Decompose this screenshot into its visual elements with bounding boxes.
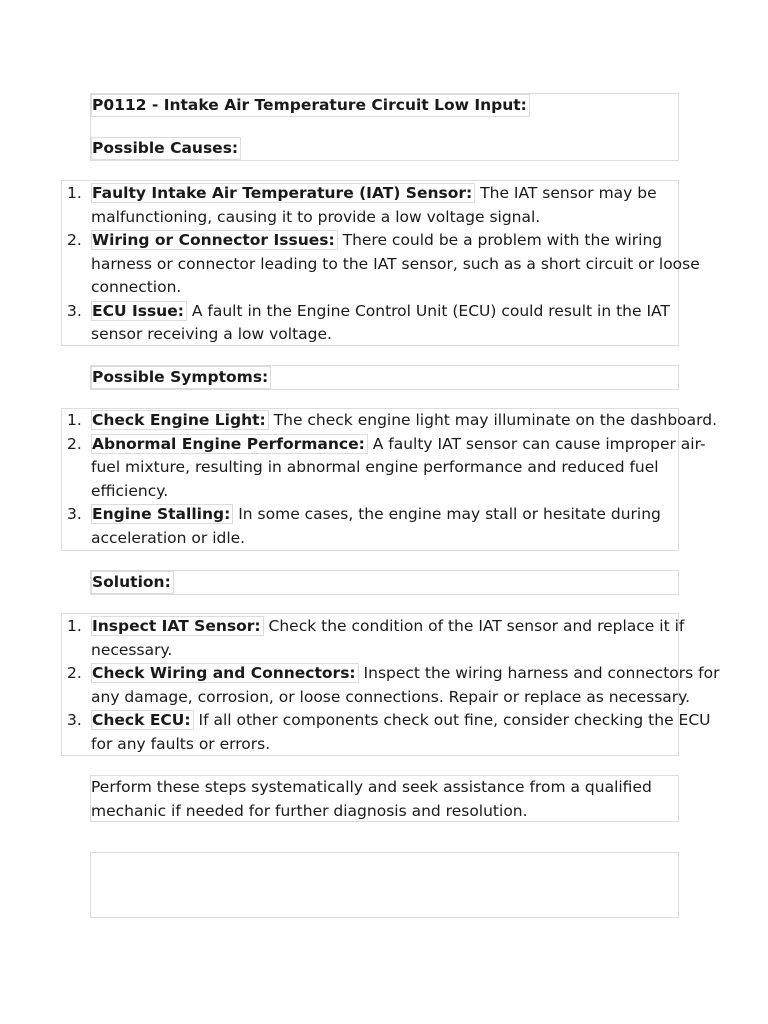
list-number: 3. xyxy=(67,711,82,729)
list-item xyxy=(62,615,685,662)
symptoms-heading: Possible Symptoms: xyxy=(91,366,271,389)
list-text: The check engine light may illuminate on the dashboard. xyxy=(268,411,718,429)
list-text: The IAT sensor may be xyxy=(475,184,657,202)
list-item xyxy=(62,229,700,300)
closing-text: Perform these steps systematically and seek assistance from a qualified xyxy=(91,778,652,796)
list-item xyxy=(62,662,720,709)
causes-list xyxy=(62,182,700,347)
page-title-wrap xyxy=(91,94,530,118)
closing-text: mechanic if needed for further diagnosis and resolution. xyxy=(91,801,528,820)
list-item xyxy=(62,300,678,347)
list-term: Inspect IAT Sensor: xyxy=(91,616,264,636)
list-text: necessary. xyxy=(91,640,173,659)
list-text: There could be a problem with the wiring xyxy=(337,231,663,249)
list-term: ECU Issue: xyxy=(91,301,187,321)
list-number: 2. xyxy=(67,231,82,249)
list-text: A fault in the Engine Control Unit (ECU) could result in the IAT xyxy=(186,301,670,320)
list-number: 1. xyxy=(67,184,82,202)
list-number: 2. xyxy=(67,664,82,682)
list-text: fuel mixture, resulting in abnormal engine performance and reduced fuel xyxy=(91,458,659,476)
list-text: If all other components check out fine, consider checking the ECU xyxy=(193,711,711,729)
list-item xyxy=(62,503,678,550)
list-term: Wiring or Connector Issues: xyxy=(91,230,338,250)
list-item xyxy=(62,409,718,433)
list-number: 2. xyxy=(67,434,82,453)
list-number: 1. xyxy=(67,411,82,429)
list-text: for any faults or errors. xyxy=(91,734,271,753)
list-text: Check the condition of the IAT sensor and replace it if xyxy=(263,617,685,635)
list-item xyxy=(62,182,678,229)
list-number: 3. xyxy=(67,505,82,523)
symptoms-list xyxy=(62,409,718,550)
list-text: Inspect the wiring harness and connectors for xyxy=(358,664,720,682)
closing-paragraph xyxy=(91,776,652,823)
symptoms-heading-wrap xyxy=(91,366,271,390)
list-number: 1. xyxy=(67,617,82,635)
solution-heading-box xyxy=(90,570,679,595)
solution-heading-wrap xyxy=(91,571,174,595)
list-text: harness or connector leading to the IAT sensor, such as a short circuit or loose xyxy=(91,254,700,273)
list-text: connection. xyxy=(91,278,182,296)
solution-heading: Solution: xyxy=(91,571,174,594)
list-number: 3. xyxy=(67,301,82,320)
list-term: Check Wiring and Connectors: xyxy=(91,663,359,683)
solution-list xyxy=(62,615,720,756)
list-term: Engine Stalling: xyxy=(91,504,233,524)
list-text: acceleration or idle. xyxy=(91,528,246,547)
list-text: any damage, corrosion, or loose connections. Repair or replace as necessary. xyxy=(91,687,691,706)
list-term: Faulty Intake Air Temperature (IAT) Sensor: xyxy=(91,183,475,203)
list-text: efficiency. xyxy=(91,481,169,500)
list-text: In some cases, the engine may stall or hesitate during xyxy=(233,505,661,523)
list-text: sensor receiving a low voltage. xyxy=(91,325,332,343)
empty-box xyxy=(90,852,679,918)
list-term: Check ECU: xyxy=(91,710,194,730)
list-text: malfunctioning, causing it to provide a low voltage signal. xyxy=(91,207,541,226)
list-term: Abnormal Engine Performance: xyxy=(91,434,368,454)
list-term: Check Engine Light: xyxy=(91,410,269,430)
causes-heading: Possible Causes: xyxy=(91,137,241,160)
list-text: A faulty IAT sensor can cause improper air- xyxy=(367,434,706,453)
list-item xyxy=(62,433,706,504)
causes-heading-wrap xyxy=(91,137,241,161)
page-title: P0112 - Intake Air Temperature Circuit Low Input: xyxy=(91,94,530,117)
list-item xyxy=(62,709,711,756)
